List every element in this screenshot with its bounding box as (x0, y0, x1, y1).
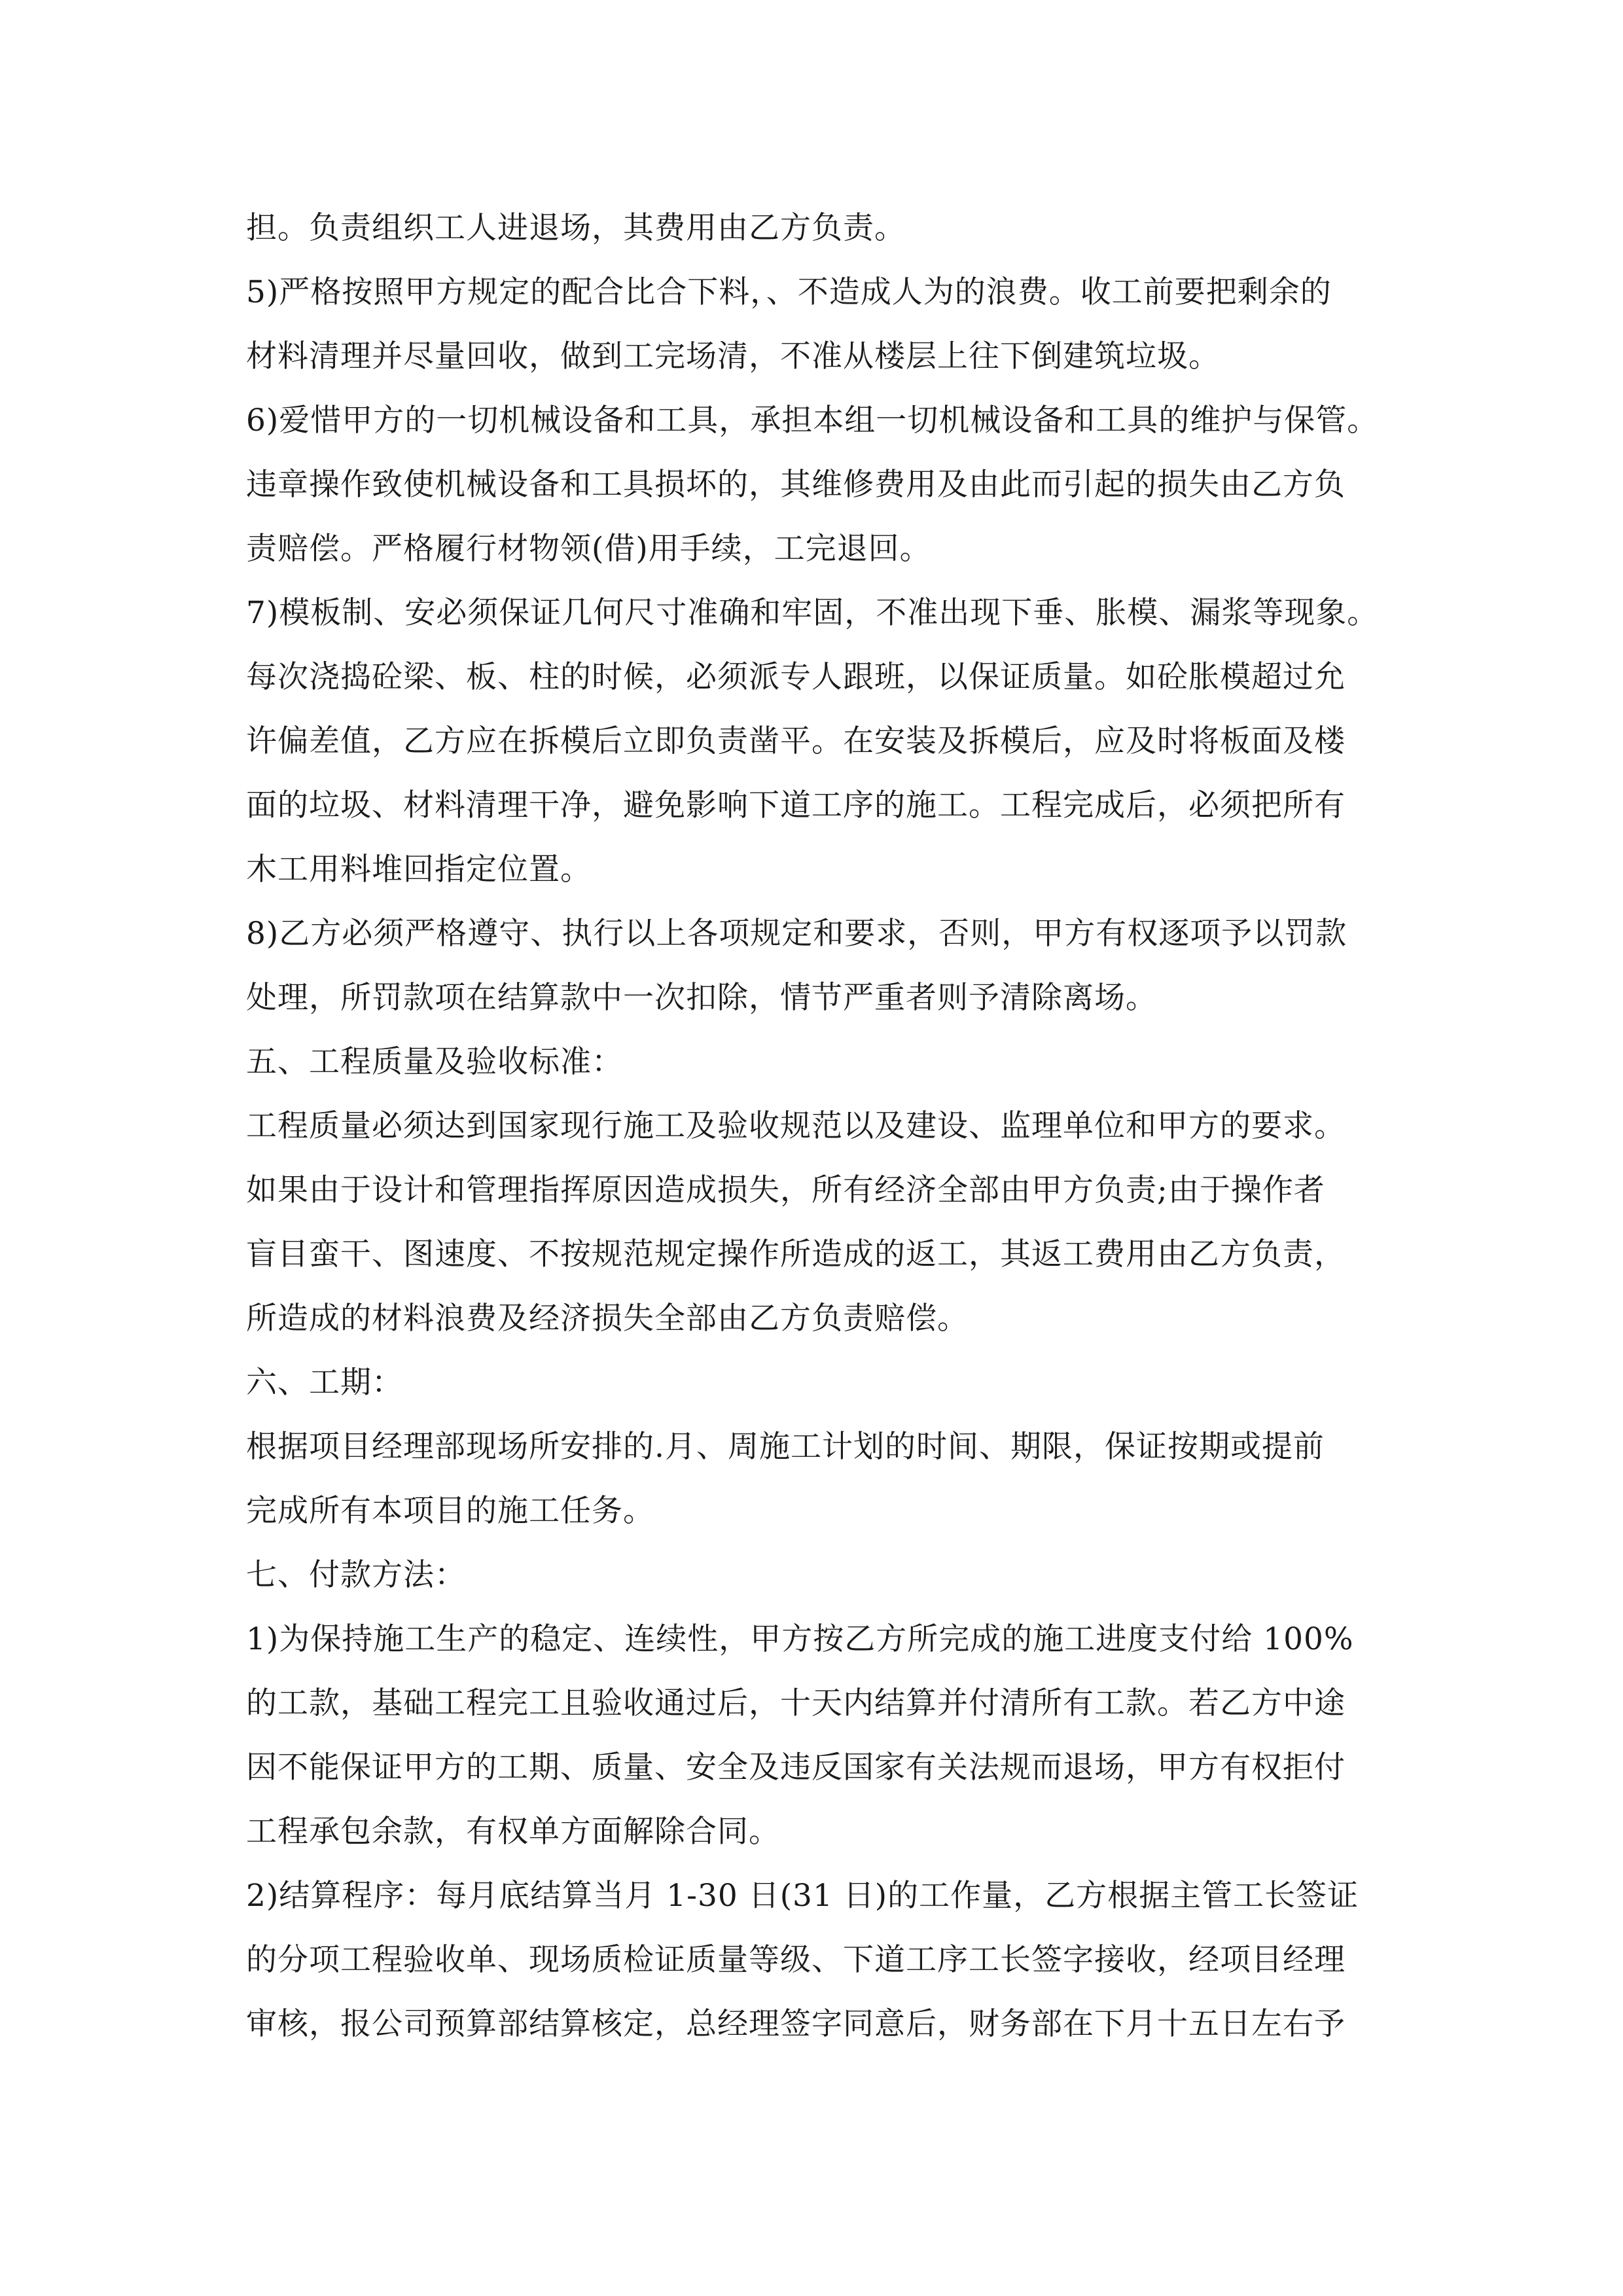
text-line: 的分项工程验收单、现场质检证质量等级、下道工序工长签字接收，经项目经理 (246, 1942, 1346, 1978)
text-line: 违章操作致使机械设备和工具损坏的，其维修费用及由此而引起的损失由乙方负 (246, 467, 1346, 503)
text-line: 根据项目经理部现场所安排的.月、周施工计划的时间、期限，保证按期或提前 (246, 1429, 1325, 1465)
section-heading: 七、付款方法： (246, 1557, 466, 1593)
text-line: 因不能保证甲方的工期、质量、安全及违反国家有关法规而退场，甲方有权拒付 (246, 1749, 1346, 1785)
text-line: 2)结算程序：每月底结算当月 1-30 日(31 日)的工作量，乙方根据主管工长签证 (246, 1878, 1359, 1914)
text-line: 担。负责组织工人进退场，其费用由乙方负责。 (246, 210, 906, 246)
text-line: 6)爱惜甲方的一切机械设备和工具，承担本组一切机械设备和工具的维护与保管。 (246, 403, 1379, 439)
section-heading: 五、工程质量及验收标准： (246, 1044, 623, 1080)
document-body (246, 196, 1385, 2056)
text-line: 7)模板制、安必须保证几何尺寸准确和牢固，不准出现下垂、胀模、漏浆等现象。 (246, 595, 1379, 631)
text-line: 8)乙方必须严格遵守、执行以上各项规定和要求，否则，甲方有权逐项予以罚款 (246, 916, 1347, 952)
text-line: 如果由于设计和管理指挥原因造成损失，所有经济全部由甲方负责;由于操作者 (246, 1172, 1325, 1208)
text-line: 每次浇捣砼梁、板、柱的时候，必须派专人跟班，以保证质量。如砼胀模超过允 (246, 659, 1346, 695)
text-line: 工程质量必须达到国家现行施工及验收规范以及建设、监理单位和甲方的要求。 (246, 1108, 1346, 1144)
text-line: 责赔偿。严格履行材物领(借)用手续，工完退回。 (246, 531, 931, 567)
text-line: 工程承包余款，有权单方面解除合同。 (246, 1814, 780, 1850)
text-line: 所造成的材料浪费及经济损失全部由乙方负责赔偿。 (246, 1300, 969, 1336)
text-line: 材料清理并尽量回收，做到工完场清，不准从楼层上往下倒建筑垃圾。 (246, 338, 1220, 374)
text-line: 审核，报公司预算部结算核定，总经理签字同意后，财务部在下月十五日左右予 (246, 2006, 1346, 2042)
text-line: 许偏差值，乙方应在拆模后立即负责凿平。在安装及拆模后，应及时将板面及楼 (246, 723, 1346, 759)
text-line: 处理，所罚款项在结算款中一次扣除，情节严重者则予清除离场。 (246, 980, 1157, 1016)
text-line: 盲目蛮干、图速度、不按规范规定操作所造成的返工，其返工费用由乙方负责， (246, 1236, 1346, 1272)
text-line: 1)为保持施工生产的稳定、连续性，甲方按乙方所完成的施工进度支付给 100% (246, 1621, 1354, 1657)
text-line: 的工款，基础工程完工且验收通过后，十天内结算并付清所有工款。若乙方中途 (246, 1685, 1346, 1721)
text-line: 完成所有本项目的施工任务。 (246, 1493, 654, 1529)
text-line: 面的垃圾、材料清理干净，避免影响下道工序的施工。工程完成后，必须把所有 (246, 787, 1346, 823)
text-line: 5)严格按照甲方规定的配合比合下料，、不造成人为的浪费。收工前要把剩余的 (246, 274, 1332, 310)
text-line: 木工用料堆回指定位置。 (246, 852, 592, 888)
section-heading: 六、工期： (246, 1365, 403, 1401)
